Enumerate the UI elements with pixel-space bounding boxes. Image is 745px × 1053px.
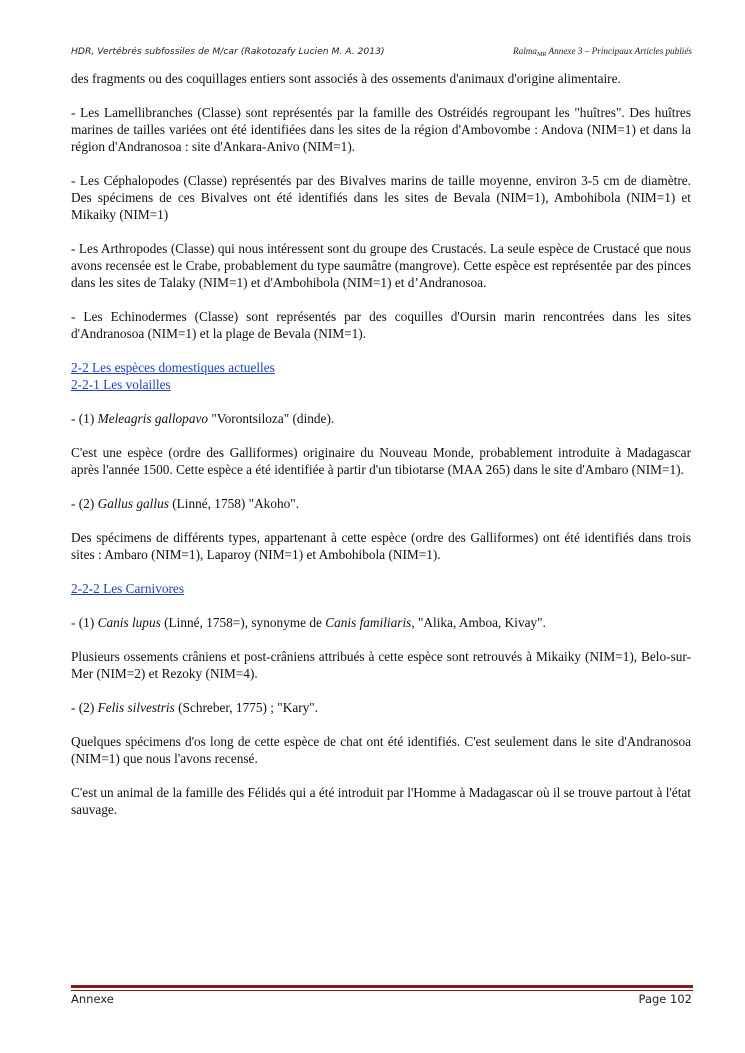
species-felis bbox=[71, 699, 691, 716]
species-common-name: "Vorontsiloza" (dinde). bbox=[208, 411, 335, 426]
section-heading-volailles[interactable] bbox=[71, 376, 691, 393]
species-number: - (2) bbox=[71, 496, 98, 511]
heading-link-domestic[interactable]: 2-2 Les espèces domestiques actuelles bbox=[71, 360, 275, 375]
species-meleagris bbox=[71, 410, 691, 427]
paragraph-felis-specimens: Quelques spécimens d'os long de cette espèce de chat ont été identifiés. C'est seulement dans le site d'Andranosoa (NIM=1) que nous l'avons recensé. bbox=[71, 734, 691, 766]
footer-page-number: Page 102 bbox=[638, 992, 692, 1006]
species-synonym-text: (Linné, 1758=), synonyme de bbox=[160, 615, 326, 630]
paragraph-alimentaire: des fragments ou des coquillages entiers sont associés à des ossements d'animaux d'origine alimentaire. bbox=[71, 71, 621, 86]
paragraph-lamellibranches: - Les Lamellibranches (Classe) sont représentés par la famille des Ostréidés regroupant les "huîtres". Des huîtres marines de tailles variées ont été identifiées dans les sites de la région d'Ambovombe : Andova (NIM=1) et dans la région d'Andranosoa : site d'Ankara-Anivo (NIM=1). bbox=[71, 105, 691, 154]
footer-rule-thick bbox=[71, 985, 693, 988]
header-ralma-subscript: MR bbox=[537, 51, 547, 58]
header-annex-title: Annexe 3 – Principaux Articles publiés bbox=[546, 46, 692, 56]
section-heading-domestic[interactable] bbox=[71, 359, 691, 376]
species-common-name: (Linné, 1758) "Akoho". bbox=[168, 496, 300, 511]
species-scientific-name: Meleagris gallopavo bbox=[97, 411, 209, 426]
species-scientific-name: Felis silvestris bbox=[97, 700, 175, 715]
species-scientific-name: Gallus gallus bbox=[97, 496, 169, 511]
species-number: - (1) bbox=[71, 615, 98, 630]
species-scientific-name: Canis lupus bbox=[97, 615, 161, 630]
section-heading-carnivores[interactable] bbox=[71, 580, 691, 597]
paragraph-arthropodes: - Les Arthropodes (Classe) qui nous intéressent sont du groupe des Crustacés. La seule espèce de Crustacé que nous avons recensée est le Crabe, probablement du type saumâtre (mangrove). Cette espèce est représentée par des pinces dans les sites de Talaky (NIM=1) et d'Ambohibola (NIM=1) et d’Andranosoa. bbox=[71, 241, 691, 290]
footer-section-label: Annexe bbox=[71, 992, 114, 1006]
paragraph-galliformes-origin: C'est une espèce (ordre des Galliformes) originaire du Nouveau Monde, probablement introduite à Madagascar après l'année 1500. Cette espèce a été identifiée à partir d'un tibiotarse (MAA 265) dans le site d'Ambaro (NIM=1). bbox=[71, 445, 691, 477]
paragraph-felides: C'est un animal de la famille des Félidés qui a été introduit par l'Homme à Madagascar où il se trouve partout à l'état sauvage. bbox=[71, 785, 691, 817]
running-header-right bbox=[513, 46, 692, 56]
running-header-left: HDR, Vertébrés subfossiles de M/car (Rakotozafy Lucien M. A. 2013) bbox=[71, 46, 385, 57]
paragraph-cephalopodes: - Les Céphalopodes (Classe) représentés par des Bivalves marins de taille moyenne, environ 3-5 cm de diamètre. Des spécimens de ces Bivalves ont été identifiés dans les sites de Bevala (NIM=1), Ambohibola (NIM=1) et Mikaiky (NIM=1) bbox=[71, 173, 691, 222]
footer-rule-thin bbox=[71, 990, 693, 991]
species-number: - (2) bbox=[71, 700, 98, 715]
species-number: - (1) bbox=[71, 411, 98, 426]
document-body bbox=[71, 70, 691, 835]
heading-link-volailles[interactable]: 2-2-1 Les volailles bbox=[71, 377, 171, 392]
species-common-name: , "Alika, Amboa, Kivay". bbox=[411, 615, 546, 630]
paragraph-gallus-specimens: Des spécimens de différents types, appartenant à cette espèce (ordre des Galliformes) ont été identifiés dans trois sites : Ambaro (NIM=1), Laparoy (NIM=1) et Ambohibola (NIM=1). bbox=[71, 530, 691, 562]
species-gallus bbox=[71, 495, 691, 512]
species-synonym-name: Canis familiaris bbox=[325, 615, 412, 630]
species-common-name: (Schreber, 1775) ; "Kary". bbox=[174, 700, 319, 715]
heading-link-carnivores[interactable]: 2-2-2 Les Carnivores bbox=[71, 581, 184, 596]
paragraph-echinodermes: - Les Echinodermes (Classe) sont représentés par des coquilles d'Oursin marin rencontrées dans les sites d'Andranosoa (NIM=1) et la plage de Bevala (NIM=1). bbox=[71, 309, 691, 341]
paragraph-canis-specimens: Plusieurs ossements crâniens et post-crâniens attribués à cette espèce sont retrouvés à Mikaiky (NIM=1), Belo-sur-Mer (NIM=2) et Rezoky (NIM=4). bbox=[71, 649, 691, 681]
header-ralma: Ralma bbox=[513, 46, 537, 56]
species-canis bbox=[71, 614, 691, 631]
